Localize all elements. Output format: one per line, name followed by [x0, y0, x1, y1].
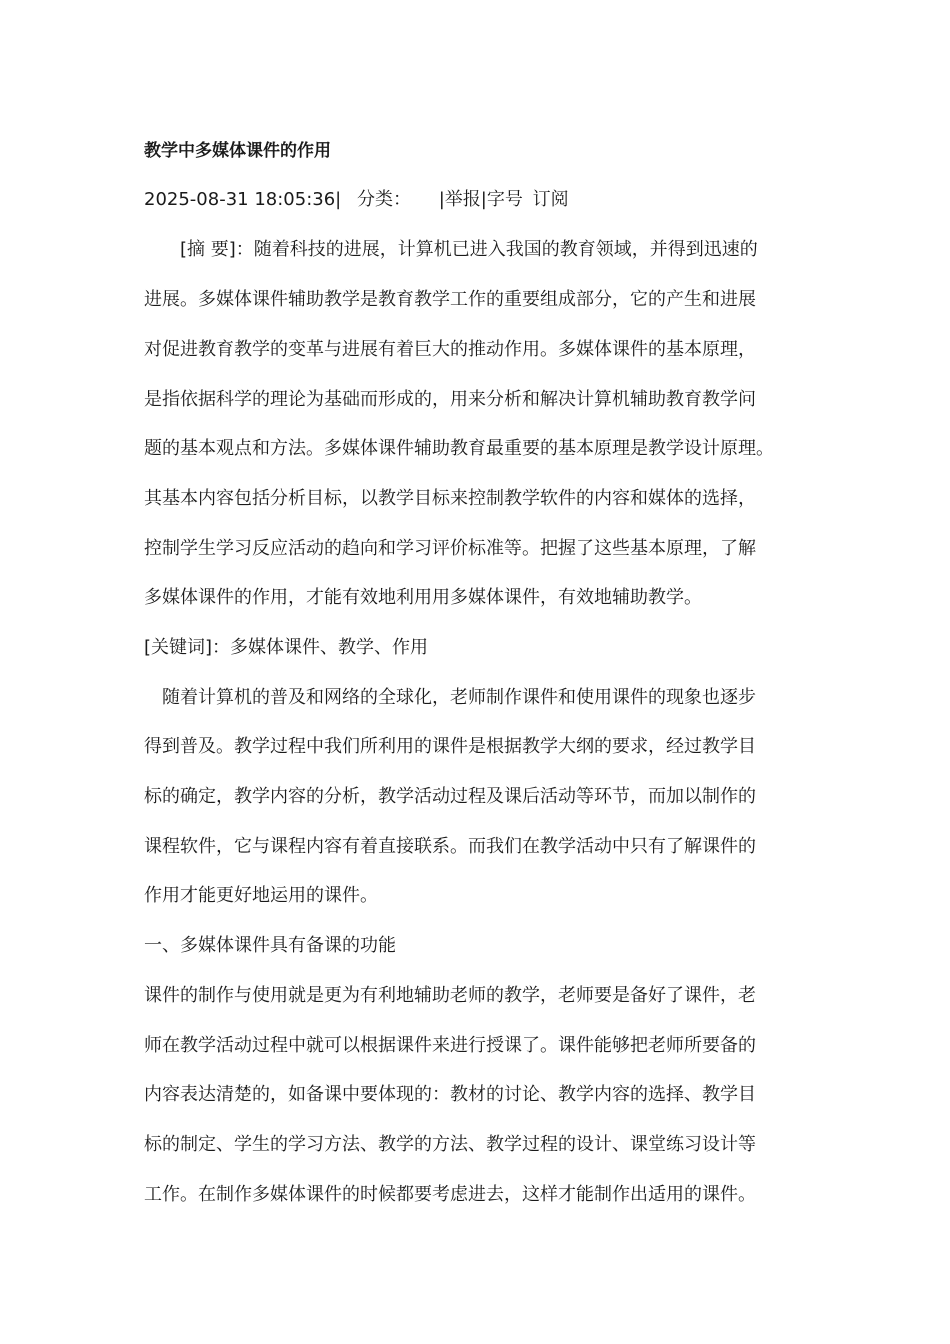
publish-datetime: 2025-08-31 18:05:36|	[144, 189, 342, 210]
article-title: 教学中多媒体课件的作用	[144, 141, 331, 161]
subscribe-link[interactable]: 订阅	[532, 189, 569, 210]
body-line: 得到普及。教学过程中我们所利用的课件是根据教学大纲的要求，经过教学目	[144, 736, 756, 757]
body-line: 题的基本观点和方法。多媒体课件辅助教育最重要的基本原理是教学设计原理。	[144, 438, 774, 459]
section-heading: 一、多媒体课件具有备课的功能	[144, 935, 396, 956]
body-line: 课件的制作与使用就是更为有利地辅助老师的教学，老师要是备好了课件，老	[144, 985, 756, 1006]
article-meta	[144, 187, 569, 213]
report-link[interactable]: |举报|	[438, 189, 487, 210]
body-line: 进展。多媒体课件辅助教学是教育教学工作的重要组成部分，它的产生和进展	[144, 289, 756, 310]
body-line: 标的确定，教学内容的分析，教学活动过程及课后活动等环节，而加以制作的	[144, 786, 756, 807]
body-line: 课程软件，它与课程内容有着直接联系。而我们在教学活动中只有了解课件的	[144, 836, 756, 857]
body-line: 随着计算机的普及和网络的全球化，老师制作课件和使用课件的现象也逐步	[144, 687, 756, 708]
body-line: 工作。在制作多媒体课件的时候都要考虑进去，这样才能制作出适用的课件。	[144, 1184, 756, 1205]
body-line: 内容表达清楚的，如备课中要体现的：教材的讨论、教学内容的选择、教学目	[144, 1084, 756, 1105]
body-line: 是指依据科学的理论为基础而形成的，用来分析和解决计算机辅助教育教学问	[144, 389, 756, 410]
body-line: 对促进教育教学的变革与进展有着巨大的推动作用。多媒体课件的基本原理，	[144, 339, 756, 360]
keywords-line: [关键词]：多媒体课件、教学、作用	[144, 637, 429, 658]
body-line: 多媒体课件的作用，才能有效地利用用多媒体课件，有效地辅助教学。	[144, 587, 702, 608]
body-line: [摘 要]：随着科技的进展，计算机已进入我国的教育领域，并得到迅速的	[144, 239, 758, 260]
body-line: 作用才能更好地运用的课件。	[144, 885, 378, 906]
category-label: 分类：	[356, 189, 411, 210]
font-size-link[interactable]: 字号	[486, 189, 523, 210]
body-line: 师在教学活动过程中就可以根据课件来进行授课了。课件能够把老师所要备的	[144, 1035, 756, 1056]
body-line: 标的制定、学生的学习方法、教学的方法、教学过程的设计、课堂练习设计等	[144, 1134, 756, 1155]
body-line: 其基本内容包括分析目标，以教学目标来控制教学软件的内容和媒体的选择，	[144, 488, 756, 509]
body-line: 控制学生学习反应活动的趋向和学习评价标准等。把握了这些基本原理，了解	[144, 538, 756, 559]
